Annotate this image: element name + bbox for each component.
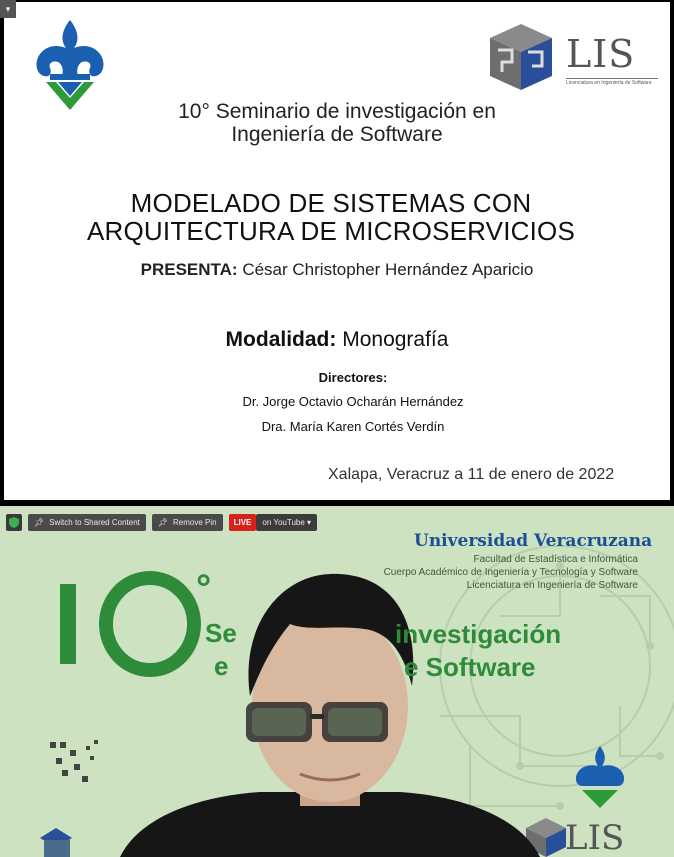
seminar-text-se: Se [205,618,237,648]
seminar-title-line-1: 10° Seminario de investigación en [178,100,496,123]
collapse-button[interactable] [0,0,16,18]
lis-logo-subtext: Licenciatura en Ingeniería de Software [566,78,658,86]
faculty-line-1: Facultad de Estadística e Informática [473,554,638,565]
pin-icon: 📌︎ [157,517,169,527]
faculty-line-3: Licenciatura en Ingeniería de Software [466,580,638,591]
faculty-line-2: Cuerpo Académico de Ingeniería y Tecnología y Software [383,567,638,578]
modalidad-value: Monografía [342,328,449,351]
remove-pin-label: Remove Pin [173,517,217,527]
lis-logo-text: LIS [566,32,636,76]
shield-icon [9,517,19,528]
modalidad-line [0,328,674,352]
thesis-title-line-1: MODELADO DE SISTEMAS CON [130,188,532,218]
directores-label: Directores: [318,370,388,385]
pin-icon: 📌︎ [34,517,45,527]
seminar-title-line-2: Ingeniería de Software [231,123,443,146]
switch-label: Switch to Shared Content [49,517,140,527]
modalidad-label: Modalidad: [225,328,337,351]
presenter-line [0,260,674,280]
speaker-video [0,506,674,857]
director-1: Dr. Jorge Octavio Ocharán Hernández [242,394,464,409]
lis-cube-logo [488,22,554,92]
university-name: Universidad Veracruzana [414,531,653,551]
chevron-down-icon: ▾ [5,4,11,14]
lis-logo-bottom: LIS [565,818,625,857]
youtube-dropdown[interactable]: on YouTube ▾ [256,514,317,531]
presenter-label: PRESENTA: [140,260,238,279]
remove-pin-button[interactable] [152,514,223,531]
seminar-text-investigacion: investigación [395,619,562,649]
video-toolbar [6,513,317,531]
presenter-name: César Christopher Hernández Aparicio [242,260,534,279]
switch-to-shared-content-button[interactable] [28,514,146,531]
live-badge: LIVE [229,514,257,531]
seminar-text-software: e Software [404,652,536,682]
place-date: Xalapa, Veracruz a 11 de enero de 2022 [328,466,615,483]
uv-logo [32,18,108,112]
degree-symbol: ° [196,568,212,610]
thesis-title-line-2: ARQUITECTURA DE MICROSERVICIOS [86,216,576,246]
security-shield-button[interactable] [6,514,22,531]
live-stream-control[interactable] [229,514,317,531]
seminar-text-e: e [214,651,229,681]
director-2: Dra. María Karen Cortés Verdín [261,419,445,434]
slide-canvas [4,2,670,500]
